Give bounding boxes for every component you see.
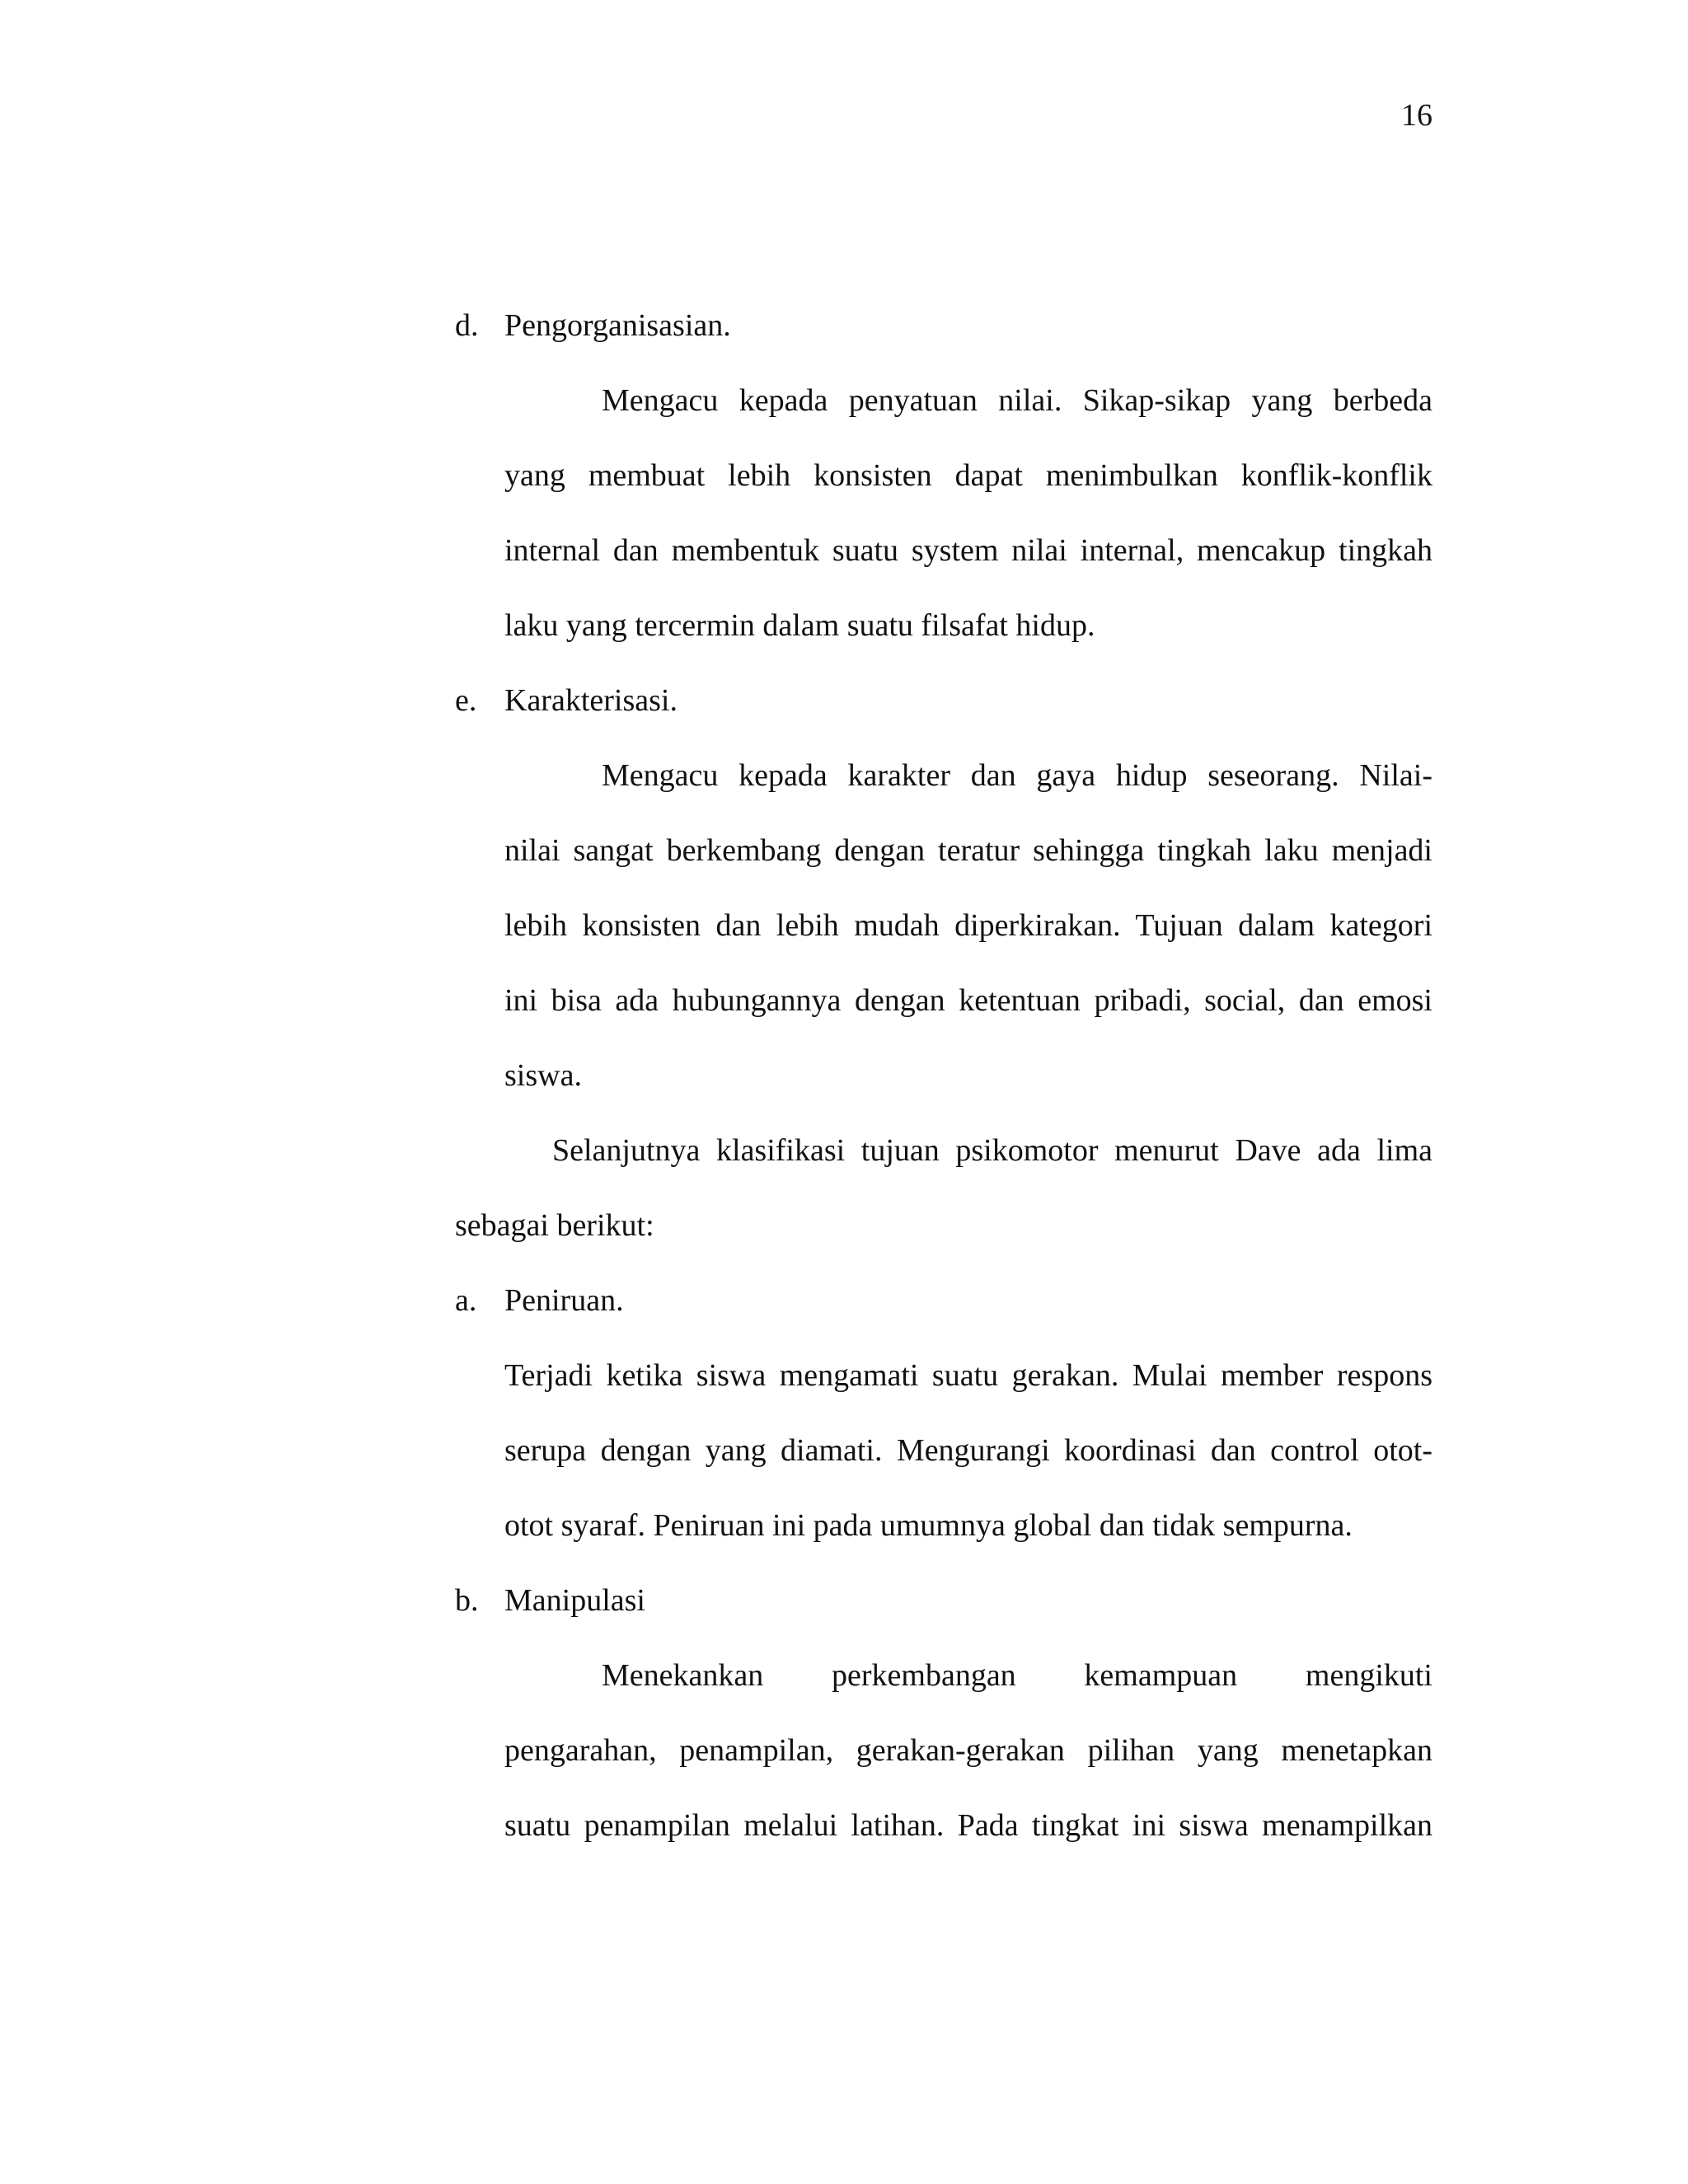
paragraph-line: yang membuat lebih konsisten dapat menimbulkan konflik-konflik [504,458,1432,493]
page-body [455,305,1432,1880]
paragraph-line: lebih konsisten dan lebih mudah diperkirakan. Tujuan dalam kategori [504,908,1432,943]
paragraph-line: Mengacu kepada penyatuan nilai. Sikap-sikap yang berbeda [602,383,1432,418]
list-heading: Peniruan. [504,1283,624,1318]
list-heading: Manipulasi [504,1583,645,1618]
list-marker: a. [455,1283,477,1318]
paragraph-line: ini bisa ada hubungannya dengan ketentuan pribadi, social, dan emosi [504,983,1432,1018]
paragraph-line: laku yang tercermin dalam suatu filsafat hidup. [504,608,1095,643]
list-item-heading [455,1580,1432,1655]
paragraph-line: serupa dengan yang diamati. Mengurangi koordinasi dan control otot- [504,1433,1432,1468]
paragraph-line: siswa. [504,1058,582,1093]
paragraph-line: Terjadi ketika siswa mengamati suatu gerakan. Mulai member respons [504,1358,1432,1393]
paragraph-line: otot syaraf. Peniruan ini pada umumnya global dan tidak sempurna. [504,1508,1353,1543]
paragraph-line: suatu penampilan melalui latihan. Pada tingkat ini siswa menampilkan [504,1808,1432,1843]
paragraph-line: internal dan membentuk suatu system nilai internal, mencakup tingkah [504,533,1432,568]
list-item-heading [455,680,1432,755]
paragraph-line: sebagai berikut: [455,1208,654,1243]
list-item-heading [455,1280,1432,1355]
list-marker: d. [455,308,479,343]
list-marker: e. [455,683,477,718]
list-marker: b. [455,1583,479,1618]
list-item-heading [455,305,1432,380]
paragraph-line: Mengacu kepada karakter dan gaya hidup seseorang. Nilai- [602,758,1432,793]
list-heading: Karakterisasi. [504,683,678,718]
paragraph-line: Menekankan perkembangan kemampuan mengikuti [602,1658,1432,1693]
paragraph-line: pengarahan, penampilan, gerakan-gerakan pilihan yang menetapkan [504,1733,1432,1768]
paragraph-line: nilai sangat berkembang dengan teratur sehingga tingkah laku menjadi [504,833,1432,868]
page-number: 16 [1401,98,1432,133]
list-heading: Pengorganisasian. [504,308,731,343]
paragraph-line: Selanjutnya klasifikasi tujuan psikomotor menurut Dave ada lima [552,1133,1432,1168]
